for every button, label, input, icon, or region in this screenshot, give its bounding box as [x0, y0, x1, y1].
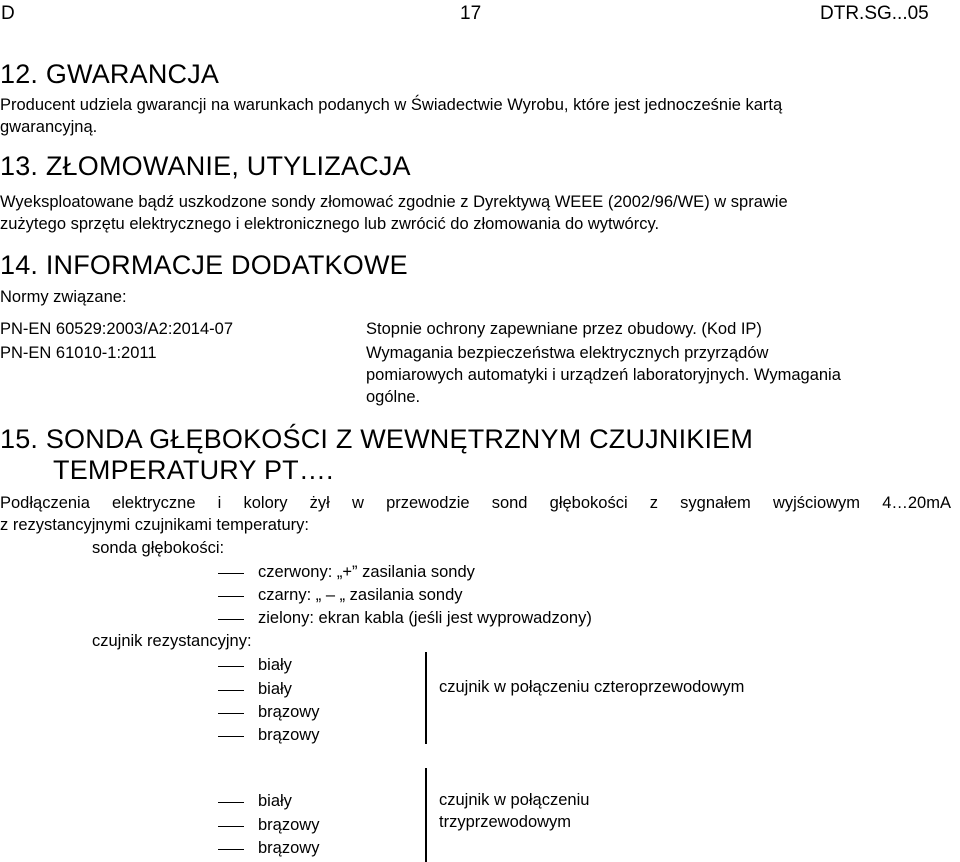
three-wire-label-line2: trzyprzewodowym: [439, 813, 572, 831]
section-15-intro-line2: z rezystancyjnymi czujnikami temperatury:: [0, 516, 310, 534]
dash-bullet: [218, 619, 244, 620]
dash-bullet: [218, 573, 244, 574]
sensor-wire-item: biały: [258, 792, 292, 810]
page-number: 17: [460, 3, 482, 24]
probe-label: sonda głębokości:: [92, 539, 225, 557]
header-left: D: [1, 3, 15, 24]
norm-description: ogólne.: [366, 388, 421, 406]
sensor-wire-item: brązowy: [258, 839, 320, 857]
norms-subtitle: Normy związane:: [0, 288, 127, 306]
norm-description: Stopnie ochrony zapewniane przez obudowy. (Kod IP): [366, 320, 762, 338]
section-15-intro-line1: Podłączenia elektryczne i kolory żył w przewodzie sond głębokości z sygnałem wyjściowym 4…20mA: [0, 494, 951, 512]
norm-code: PN-EN 60529:2003/A2:2014-07: [0, 320, 233, 338]
section-13-text-line1: Wyeksploatowane bądź uszkodzone sondy złomować zgodnie z Dyrektywą WEEE (2002/96/WE) w sprawie: [0, 193, 788, 211]
probe-wire-item: zielony: ekran kabla (jeśli jest wyprowadzony): [258, 609, 592, 627]
dash-bullet: [218, 596, 244, 597]
section-13-text-line2: zużytego sprzętu elektrycznego i elektronicznego lub zwrócić do złomowania do wytwórcy.: [0, 215, 660, 233]
sensor-wire-item: biały: [258, 680, 292, 698]
dash-bullet: [218, 666, 244, 667]
dash-bullet: [218, 736, 244, 737]
norm-description: Wymagania bezpieczeństwa elektrycznych przyrządów: [366, 344, 769, 362]
dash-bullet: [218, 849, 244, 850]
dash-bullet: [218, 713, 244, 714]
section-12-text-line2: gwarancyjną.: [0, 118, 98, 136]
section-15-title-line2: TEMPERATURY PT….: [53, 455, 334, 485]
section-12-text-line1: Producent udziela gwarancji na warunkach podanych w Świadectwie Wyrobu, które jest jednocześnie kartą: [0, 96, 783, 114]
sensor-wire-item: brązowy: [258, 703, 320, 721]
section-14-title: 14. INFORMACJE DODATKOWE: [0, 250, 408, 280]
sensor-wire-item: biały: [258, 656, 292, 674]
group-bracket-line: [425, 652, 427, 744]
dash-bullet: [218, 826, 244, 827]
dash-bullet: [218, 802, 244, 803]
group-bracket-line: [425, 768, 427, 862]
three-wire-label-line1: czujnik w połączeniu: [439, 791, 590, 809]
probe-wire-item: czarny: „ – „ zasilania sondy: [258, 586, 463, 604]
section-15-title-line1: 15. SONDA GŁĘBOKOŚCI Z WEWNĘTRZNYM CZUJNIKIEM: [0, 424, 754, 454]
dash-bullet: [218, 690, 244, 691]
sensor-wire-item: brązowy: [258, 726, 320, 744]
sensor-label: czujnik rezystancyjny:: [92, 632, 252, 650]
probe-wire-item: czerwony: „+” zasilania sondy: [258, 563, 475, 581]
norm-code: PN-EN 61010-1:2011: [0, 344, 157, 362]
section-12-title: 12. GWARANCJA: [0, 59, 220, 89]
document-code: DTR.SG...05: [820, 3, 929, 24]
section-13-title: 13. ZŁOMOWANIE, UTYLIZACJA: [0, 151, 411, 181]
norm-description: pomiarowych automatyki i urządzeń laboratoryjnych. Wymagania: [366, 366, 841, 384]
sensor-wire-item: brązowy: [258, 816, 320, 834]
four-wire-label: czujnik w połączeniu czteroprzewodowym: [439, 678, 745, 696]
